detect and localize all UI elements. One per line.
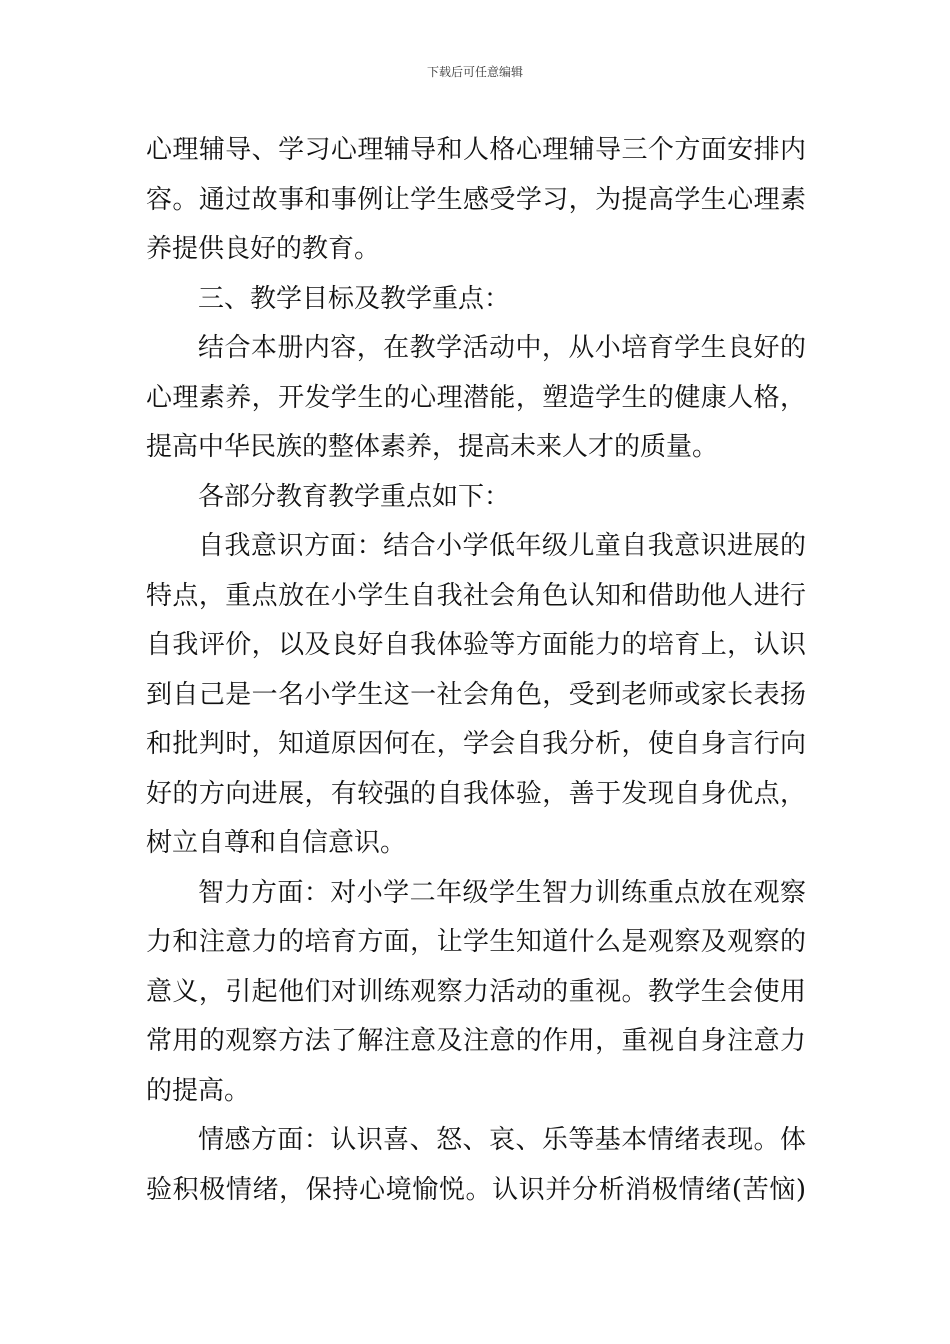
text-line: 心理辅导、学习心理辅导和人格心理辅导三个方面安排内 <box>146 135 806 165</box>
page-header-note: 下载后可任意编辑 <box>426 65 523 79</box>
text-line: 好的方向进展，有较强的自我体验，善于发现自身优点， <box>146 778 806 809</box>
text-line: 养提供良好的教育。 <box>146 234 381 264</box>
text-line: 的提高。 <box>146 1075 251 1106</box>
text-line: 验积极情绪，保持心境愉悦。认识并分析消极情绪(苦恼) <box>146 1174 806 1205</box>
text-line: 力和注意力的培育方面，让学生知道什么是观察及观察的 <box>146 927 806 957</box>
text-line: 智力方面：对小学二年级学生智力训练重点放在观察 <box>198 877 806 908</box>
text-line: 和批判时，知道原因何在，学会自我分析，使自身言行向 <box>146 729 806 759</box>
text-line: 情感方面：认识喜、怒、哀、乐等基本情绪表现。体 <box>198 1125 806 1155</box>
text-line: 自我评价，以及良好自我体验等方面能力的培育上，认识 <box>146 630 806 660</box>
text-line: 到自己是一名小学生这一社会角色，受到老师或家长表扬 <box>146 679 806 710</box>
text-line: 各部分教育教学重点如下： <box>198 481 511 512</box>
text-line: 心理素养，开发学生的心理潜能，塑造学生的健康人格， <box>146 382 806 413</box>
text-line: 意义，引起他们对训练观察力活动的重视。教学生会使用 <box>146 976 806 1007</box>
text-line: 特点，重点放在小学生自我社会角色认知和借助他人进行 <box>146 580 806 611</box>
text-line: 常用的观察方法了解注意及注意的作用，重视自身注意力 <box>146 1026 806 1056</box>
text-line: 自我意识方面：结合小学低年级儿童自我意识进展的 <box>198 531 806 561</box>
text-line: 树立自尊和自信意识。 <box>146 828 407 858</box>
text-line: 提高中华民族的整体素养，提高未来人才的质量。 <box>146 432 719 462</box>
text-line: 三、教学目标及教学重点： <box>198 283 511 314</box>
text-line: 容。通过故事和事例让学生感受学习，为提高学生心理素 <box>146 184 806 215</box>
document-body <box>146 126 806 1215</box>
text-line: 结合本册内容，在教学活动中，从小培育学生良好的 <box>198 333 806 363</box>
